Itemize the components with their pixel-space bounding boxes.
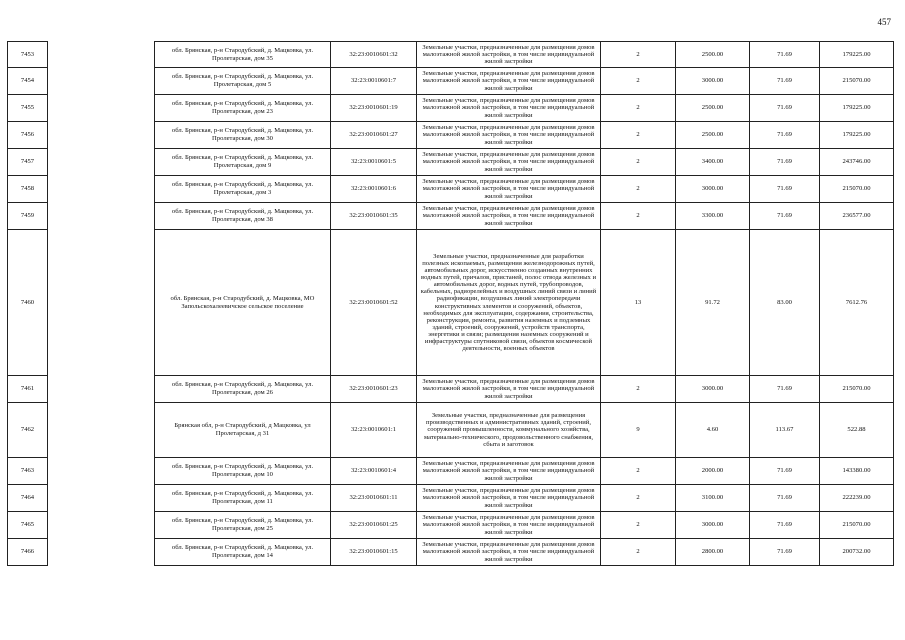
land-purpose-cell: Земельные участки, предназначенные для размещения домов малоэтажной жилой застройки, в том числе индивидуальной жилой застройки [417,376,601,403]
cadastral-value-cell: 215070.00 [820,376,894,403]
land-purpose-cell: Земельные участки, предназначенные для размещения домов малоэтажной жилой застройки, в том числе индивидуальной жилой застройки [417,203,601,230]
gap-cell [48,512,155,539]
area-cell: 3100.00 [676,485,750,512]
land-purpose-cell: Земельные участки, предназначенные для размещения производственных и административных зданий, строений, сооружений промышленности, коммунального хозяйства, материально-технического, продовольственного снабжения, сбыта и заготовок [417,403,601,458]
cadastral-value-cell: 215070.00 [820,512,894,539]
land-purpose-cell: Земельные участки, предназначенные для размещения домов малоэтажной жилой застройки, в том числе индивидуальной жилой застройки [417,512,601,539]
gap-cell [48,149,155,176]
specific-value-cell: 71.69 [750,539,820,566]
address-cell: обл. Брянская, р-н Стародубский, д. Мацковка, ул. Пролетарская, дом 3 [155,176,331,203]
address-cell: обл. Брянская, р-н Стародубский, д. Мацковка, ул. Пролетарская, дом 9 [155,149,331,176]
gap-cell [48,176,155,203]
gap-cell [48,230,155,376]
row-number: 7453 [8,42,48,68]
page-number: 457 [877,17,891,27]
gap-cell [48,42,155,68]
use-group-cell: 2 [601,42,676,68]
table-row [8,122,894,149]
cadastral-value-cell: 236577.00 [820,203,894,230]
address-cell: обл. Брянская, р-н Стародубский, д. Мацковка, МО Запольскохалеевичское сельское поселение [155,230,331,376]
specific-value-cell: 71.69 [750,485,820,512]
row-number: 7459 [8,203,48,230]
land-purpose-cell: Земельные участки, предназначенные для размещения домов малоэтажной жилой застройки, в том числе индивидуальной жилой застройки [417,95,601,122]
cadastral-value-cell: 7612.76 [820,230,894,376]
land-purpose-cell: Земельные участки, предназначенные для размещения домов малоэтажной жилой застройки, в том числе индивидуальной жилой застройки [417,149,601,176]
gap-cell [48,95,155,122]
table-row [8,458,894,485]
use-group-cell: 2 [601,539,676,566]
cadastral-number-cell: 32:23:0010601:1 [331,403,417,458]
cadastral-number-cell: 32:23:0010601:19 [331,95,417,122]
gap-cell [48,403,155,458]
area-cell: 2800.00 [676,539,750,566]
cadastral-value-cell: 243746.00 [820,149,894,176]
cadastral-number-cell: 32:23:0010601:25 [331,512,417,539]
use-group-cell: 2 [601,203,676,230]
use-group-cell: 2 [601,376,676,403]
use-group-cell: 13 [601,230,676,376]
land-purpose-cell: Земельные участки, предназначенные для размещения домов малоэтажной жилой застройки, в том числе индивидуальной жилой застройки [417,122,601,149]
address-cell: обл. Брянская, р-н Стародубский, д. Мацковка, ул. Пролетарская, дом 38 [155,203,331,230]
address-cell: обл. Брянская, р-н Стародубский, д. Мацковка, ул. Пролетарская, дом 35 [155,42,331,68]
specific-value-cell: 71.69 [750,42,820,68]
land-registry-table [7,41,894,566]
cadastral-number-cell: 32:23:0010601:4 [331,458,417,485]
table-row [8,149,894,176]
area-cell: 2500.00 [676,122,750,149]
land-purpose-cell: Земельные участки, предназначенные для размещения домов малоэтажной жилой застройки, в том числе индивидуальной жилой застройки [417,176,601,203]
use-group-cell: 2 [601,176,676,203]
table-row [8,539,894,566]
cadastral-number-cell: 32:23:0010601:27 [331,122,417,149]
gap-cell [48,376,155,403]
gap-cell [48,68,155,95]
table-body [8,42,894,566]
specific-value-cell: 71.69 [750,149,820,176]
address-cell: обл. Брянская, р-н Стародубский, д. Мацковка, ул. Пролетарская, дом 14 [155,539,331,566]
cadastral-number-cell: 32:23:0010601:52 [331,230,417,376]
address-cell: обл. Брянская, р-н Стародубский, д. Мацковка, ул. Пролетарская, дом 26 [155,376,331,403]
row-number: 7455 [8,95,48,122]
area-cell: 3300.00 [676,203,750,230]
table-row [8,512,894,539]
use-group-cell: 2 [601,485,676,512]
address-cell: обл. Брянская, р-н Стародубский, д. Мацковка, ул. Пролетарская, дом 5 [155,68,331,95]
use-group-cell: 2 [601,149,676,176]
address-cell: Брянская обл, р-н Стародубский, д Мацковка, ул Пролетарская, д 31 [155,403,331,458]
cadastral-number-cell: 32:23:0010601:32 [331,42,417,68]
cadastral-value-cell: 200732.00 [820,539,894,566]
row-number: 7456 [8,122,48,149]
row-number: 7460 [8,230,48,376]
table-row [8,203,894,230]
area-cell: 3400.00 [676,149,750,176]
area-cell: 3000.00 [676,68,750,95]
area-cell: 2500.00 [676,42,750,68]
cadastral-number-cell: 32:23:0010601:23 [331,376,417,403]
cadastral-number-cell: 32:23:0010601:35 [331,203,417,230]
cadastral-value-cell: 215070.00 [820,68,894,95]
cadastral-number-cell: 32:23:0010601:11 [331,485,417,512]
area-cell: 3000.00 [676,512,750,539]
land-purpose-cell: Земельные участки, предназначенные для размещения домов малоэтажной жилой застройки, в том числе индивидуальной жилой застройки [417,458,601,485]
table-row [8,485,894,512]
area-cell: 2500.00 [676,95,750,122]
specific-value-cell: 71.69 [750,203,820,230]
row-number: 7466 [8,539,48,566]
cadastral-value-cell: 222239.00 [820,485,894,512]
table-row [8,376,894,403]
land-purpose-cell: Земельные участки, предназначенные для размещения домов малоэтажной жилой застройки, в том числе индивидуальной жилой застройки [417,485,601,512]
use-group-cell: 2 [601,122,676,149]
row-number: 7465 [8,512,48,539]
area-cell: 4.60 [676,403,750,458]
specific-value-cell: 113.67 [750,403,820,458]
gap-cell [48,458,155,485]
cadastral-value-cell: 522.88 [820,403,894,458]
specific-value-cell: 71.69 [750,122,820,149]
row-number: 7458 [8,176,48,203]
cadastral-number-cell: 32:23:0010601:6 [331,176,417,203]
specific-value-cell: 71.69 [750,512,820,539]
cadastral-value-cell: 143380.00 [820,458,894,485]
gap-cell [48,485,155,512]
land-purpose-cell: Земельные участки, предназначенные для разработки полезных ископаемых, размещения железнодорожных путей, автомобильных дорог, искусственно созданных внутренних водных путей, причалов, пристаней, полос отвода железных и автомобильных дорог, водных путей, трубопроводов, кабельных, радиорелейных и воздушных линий связи и линий радиофикации, воздушных линий электропередачи конструктивных элементов и сооружений, объектов, необходимых для эксплуатации, содержания, строительства, реконструкции, ремонта, развития наземных и подземных зданий, строений, сооружений, устройств транспорта, энергетики и связи; размещения наземных сооружений и инфраструктуры спутниковой связи, объектов космической деятельности, военных объектов [417,230,601,376]
cadastral-value-cell: 179225.00 [820,122,894,149]
use-group-cell: 9 [601,403,676,458]
address-cell: обл. Брянская, р-н Стародубский, д. Мацковка, ул. Пролетарская, дом 23 [155,95,331,122]
cadastral-number-cell: 32:23:0010601:15 [331,539,417,566]
use-group-cell: 2 [601,68,676,95]
address-cell: обл. Брянская, р-н Стародубский, д. Мацковка, ул. Пролетарская, дом 30 [155,122,331,149]
use-group-cell: 2 [601,95,676,122]
gap-cell [48,203,155,230]
address-cell: обл. Брянская, р-н Стародубский, д. Мацковка, ул. Пролетарская, дом 10 [155,458,331,485]
table-row [8,403,894,458]
specific-value-cell: 71.69 [750,176,820,203]
row-number: 7463 [8,458,48,485]
table-row [8,230,894,376]
specific-value-cell: 83.00 [750,230,820,376]
row-number: 7462 [8,403,48,458]
cadastral-value-cell: 215070.00 [820,176,894,203]
land-purpose-cell: Земельные участки, предназначенные для размещения домов малоэтажной жилой застройки, в том числе индивидуальной жилой застройки [417,539,601,566]
cadastral-value-cell: 179225.00 [820,95,894,122]
area-cell: 3000.00 [676,176,750,203]
gap-cell [48,122,155,149]
cadastral-number-cell: 32:23:0010601:5 [331,149,417,176]
address-cell: обл. Брянская, р-н Стародубский, д. Мацковка, ул. Пролетарская, дом 11 [155,485,331,512]
cadastral-number-cell: 32:23:0010601:7 [331,68,417,95]
row-number: 7454 [8,68,48,95]
cadastral-value-cell: 179225.00 [820,42,894,68]
row-number: 7461 [8,376,48,403]
row-number: 7457 [8,149,48,176]
use-group-cell: 2 [601,512,676,539]
table-row [8,42,894,68]
land-purpose-cell: Земельные участки, предназначенные для размещения домов малоэтажной жилой застройки, в том числе индивидуальной жилой застройки [417,68,601,95]
address-cell: обл. Брянская, р-н Стародубский, д. Мацковка, ул. Пролетарская, дом 25 [155,512,331,539]
specific-value-cell: 71.69 [750,68,820,95]
area-cell: 2000.00 [676,458,750,485]
area-cell: 91.72 [676,230,750,376]
area-cell: 3000.00 [676,376,750,403]
specific-value-cell: 71.69 [750,95,820,122]
specific-value-cell: 71.69 [750,458,820,485]
table-row [8,68,894,95]
land-purpose-cell: Земельные участки, предназначенные для размещения домов малоэтажной жилой застройки, в том числе индивидуальной жилой застройки [417,42,601,68]
row-number: 7464 [8,485,48,512]
table-row [8,176,894,203]
gap-cell [48,539,155,566]
specific-value-cell: 71.69 [750,376,820,403]
use-group-cell: 2 [601,458,676,485]
table-row [8,95,894,122]
